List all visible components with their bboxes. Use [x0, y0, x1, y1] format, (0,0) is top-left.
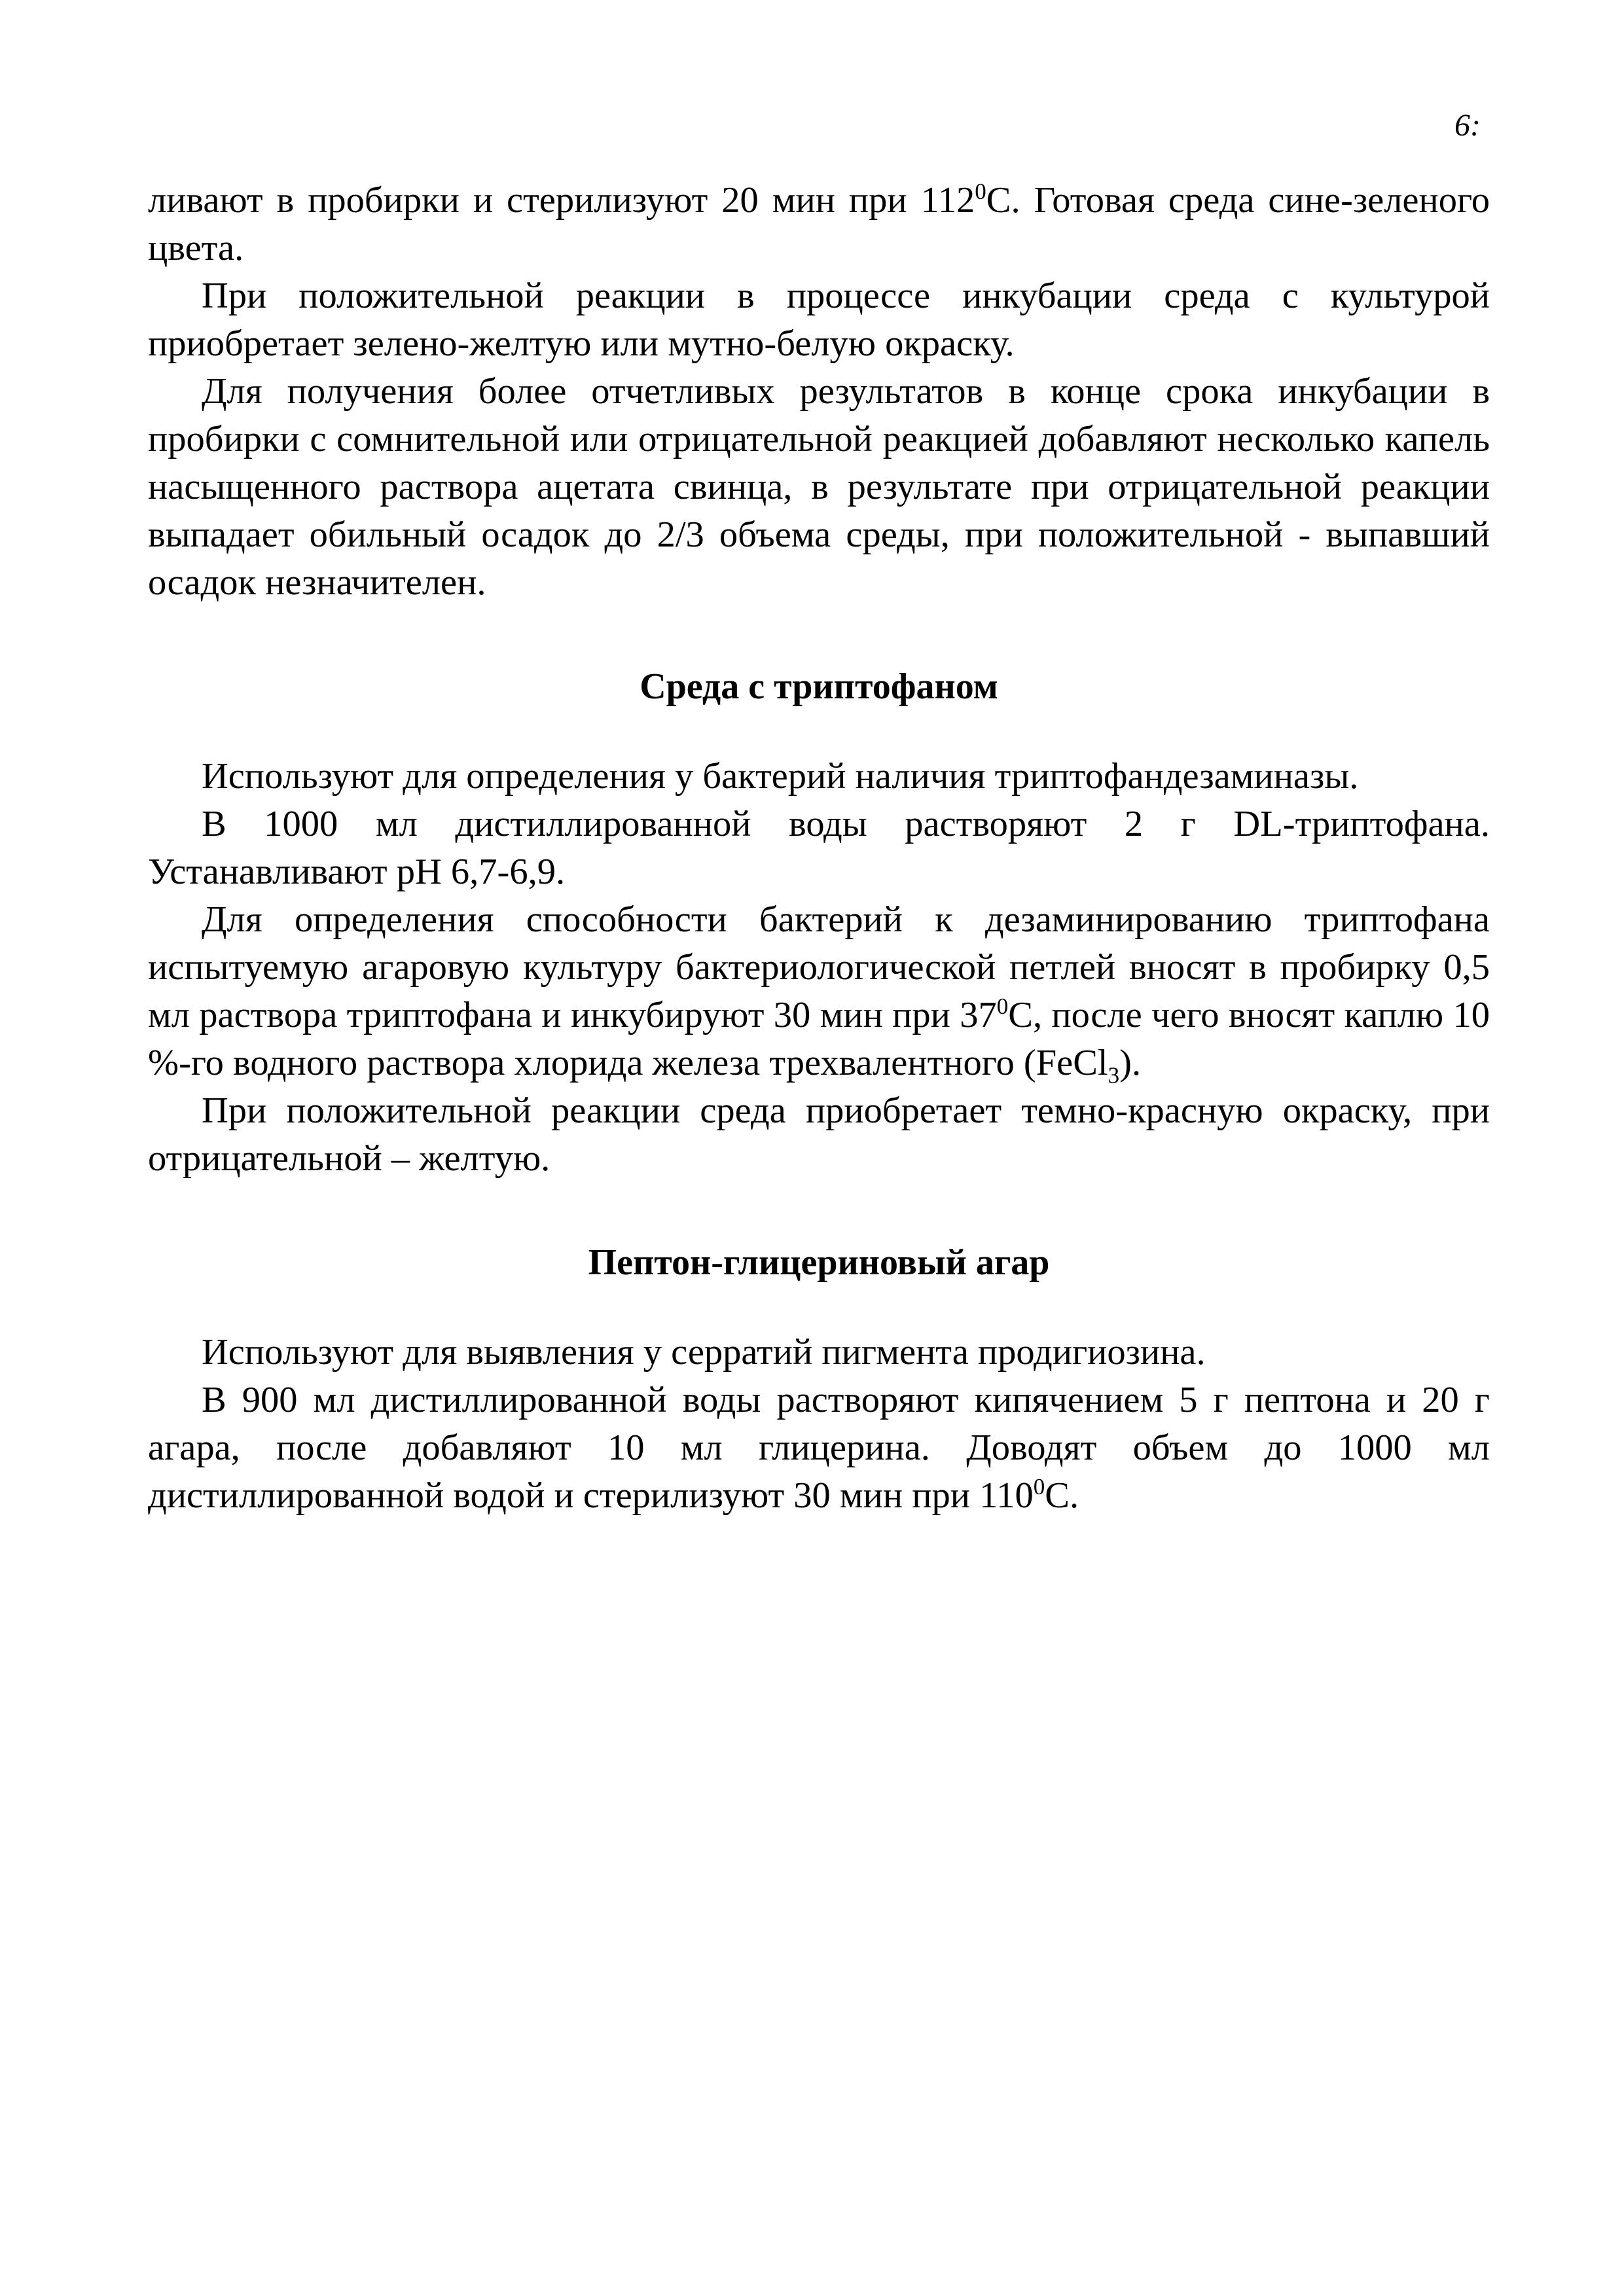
tryptophan-section [148, 753, 1490, 1183]
paragraph: При положительной реакции среда приобретает темно-красную окраску, при отрицательной – желтую. [148, 1090, 1490, 1179]
intro-section [148, 177, 1490, 607]
paragraph: Для определения способности бактерий к дезаминированию триптофана испытуемую агаровую культуру бактериологической петлей вносят в пробирку 0,5 мл раствора триптофана и инкубируют 30 мин при $37^0С$, после чего вносят каплю 10 %-го водного раствора хлорида железа трехвалентного (FeCl$_3$). [148, 899, 1490, 1088]
peptone-section [148, 1329, 1490, 1520]
paragraph: В 900 мл дистиллированной воды растворяют кипячением 5 г пептона и 20 г агара, после добавляют 10 мл глицерина. Доводят объем до 1000 мл дистиллированной водой и стерилизуют 30 мин при $110^0С$. [148, 1380, 1490, 1516]
paragraph: В 1000 мл дистиллированной воды растворяют 2 г DL-триптофана. Устанавливают pH 6,7-6,9. [148, 804, 1490, 892]
section-heading-peptone: Пептон-глицериновый агар [588, 1242, 1050, 1283]
paragraph: При положительной реакции в процессе инкубации среда с культурой приобретает зелено-желтую или мутно-белую окраску. [148, 276, 1490, 364]
section-heading-tryptophan: Среда с триптофаном [640, 666, 998, 707]
paragraph: Используют для определения у бактерий наличия триптофандезаминазы. [202, 756, 1359, 797]
paragraph: ливают в пробирки и стерилизуют 20 мин при $112^0С$. Готовая среда сине-зеленого цвета. [148, 179, 1490, 268]
paragraph: Используют для выявления у серратий пигмента продигиозина. [202, 1332, 1206, 1372]
paragraph: Для получения более отчетливых результатов в конце срока инкубации в пробирки с сомнительной или отрицательной реакцией добавляют несколько капель насыщенного раствора ацетата свинца, в результате при отрицательной реакции выпадает обильный осадок до 2/3 объема среды, при положительной - выпавший осадок незначителен. [148, 371, 1490, 603]
page-number: 6: [1454, 108, 1481, 143]
document-body [148, 177, 1490, 1520]
